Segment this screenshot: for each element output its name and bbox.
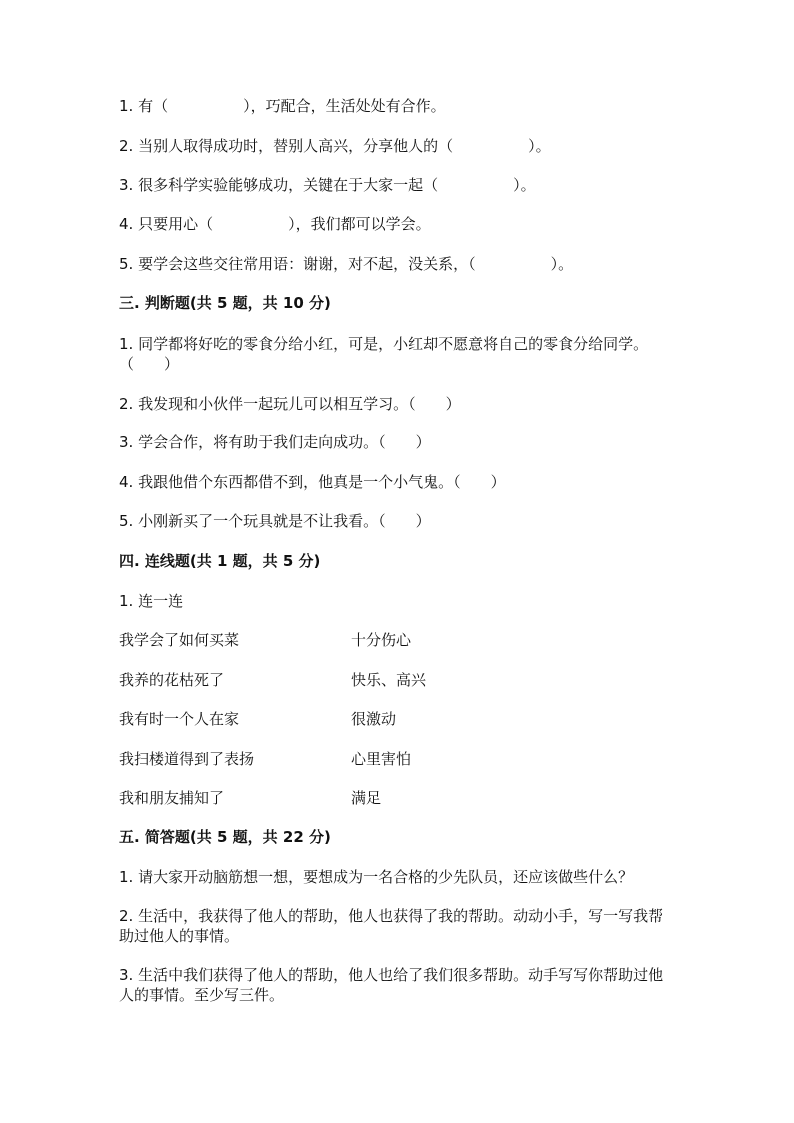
match-right-5: 满足 — [351, 789, 382, 807]
match-left-5: 我和朋友捕知了 — [119, 789, 225, 807]
judge-item-5: 5. 小刚新买了一个玩具就是不让我看。（ ） — [119, 512, 431, 530]
judge-item-4: 4. 我跟他借个东西都借不到，他真是一个小气鬼。（ ） — [119, 473, 506, 491]
short-answer-2: 2. 生活中，我获得了他人的帮助，他人也获得了我的帮助。动动小手，写一写我帮助过他人的事情。 — [119, 907, 664, 945]
match-left-1: 我学会了如何买菜 — [119, 631, 240, 649]
match-left-3: 我有时一个人在家 — [119, 710, 240, 728]
fill-blank-4: 4. 只要用心（ ），我们都可以学会。 — [119, 215, 431, 233]
fill-blank-3: 3. 很多科学实验能够成功，关键在于大家一起（ ）。 — [119, 176, 536, 194]
match-left-4: 我扫楼道得到了表扬 — [119, 750, 255, 768]
match-prompt: 1. 连一连 — [119, 592, 184, 610]
match-right-3: 很激动 — [351, 710, 397, 728]
section-3-heading: 三. 判断题(共 5 题，共 10 分) — [119, 294, 331, 312]
short-answer-3: 3. 生活中我们获得了他人的帮助，他人也给了我们很多帮助。动手写写你帮助过他人的事情。至少写三件。 — [119, 966, 664, 1004]
match-right-2: 快乐、高兴 — [351, 671, 427, 689]
match-right-4: 心里害怕 — [351, 750, 412, 768]
match-right-1: 十分伤心 — [351, 631, 412, 649]
short-answer-1: 1. 请大家开动脑筋想一想，要想成为一名合格的少先队员，还应该做些什么？ — [119, 868, 634, 886]
judge-item-3: 3. 学会合作，将有助于我们走向成功。（ ） — [119, 433, 431, 451]
fill-blank-1: 1. 有（ ），巧配合，生活处处有合作。 — [119, 97, 446, 115]
section-4-heading: 四. 连线题(共 1 题，共 5 分) — [119, 552, 321, 570]
fill-blank-2: 2. 当别人取得成功时，替别人高兴，分享他人的（ ）。 — [119, 137, 551, 155]
judge-item-2: 2. 我发现和小伙伴一起玩儿可以相互学习。（ ） — [119, 395, 461, 413]
match-left-2: 我养的花枯死了 — [119, 671, 225, 689]
judge-item-1: 1. 同学都将好吃的零食分给小红，可是，小红却不愿意将自己的零食分给同学。（ ） — [119, 335, 649, 373]
section-5-heading: 五. 简答题(共 5 题，共 22 分) — [119, 828, 331, 846]
fill-blank-5: 5. 要学会这些交往常用语：谢谢，对不起，没关系，（ ）。 — [119, 255, 574, 273]
